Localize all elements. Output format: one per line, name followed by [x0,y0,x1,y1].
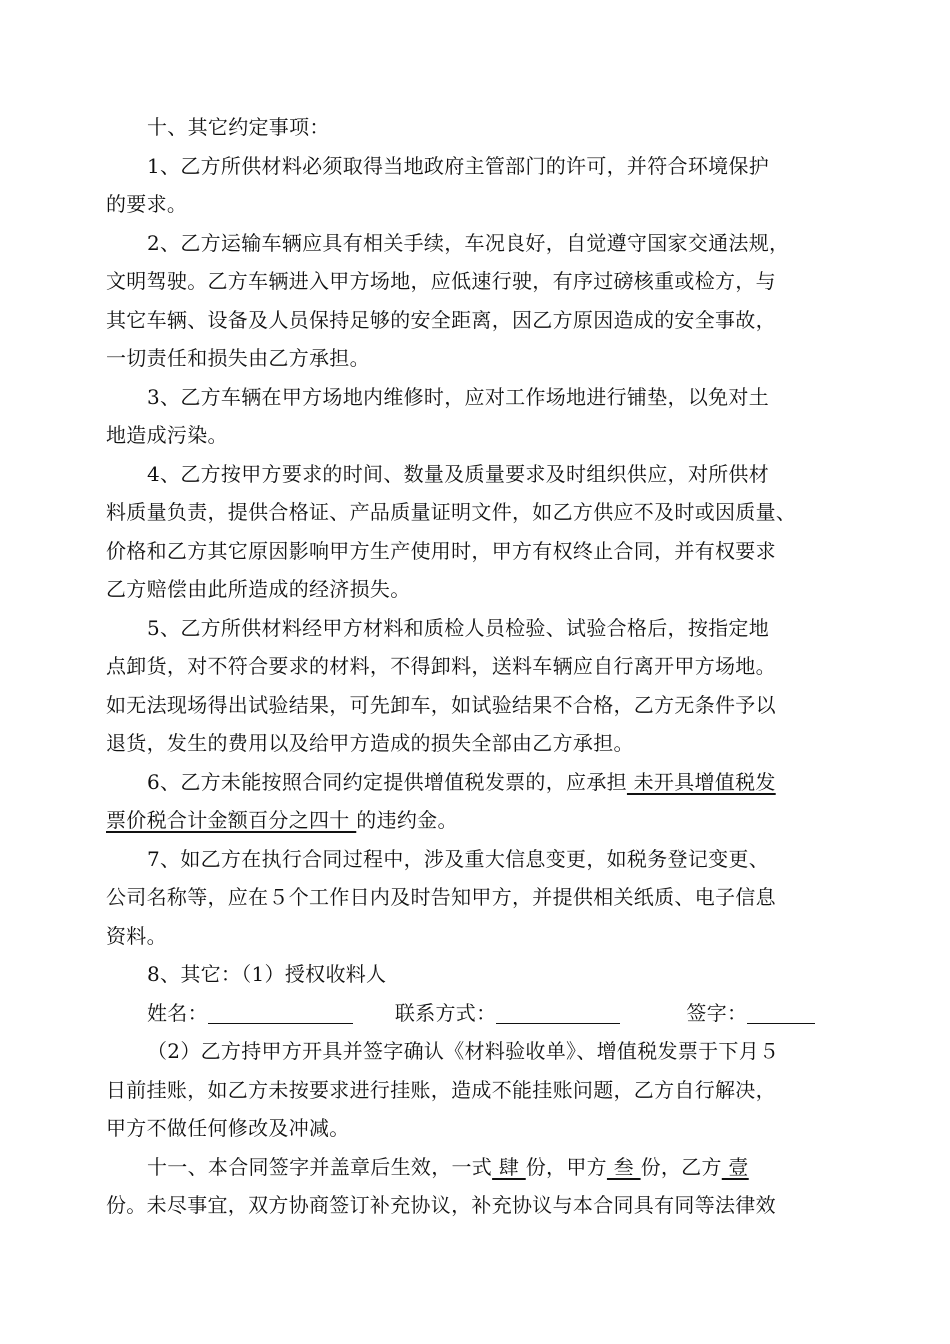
clause-10-item-8-sub-2: （2）乙方持甲方开具并签字确认《材料验收单》、增值税发票于下月５ 日前挂账，如乙方未按要求进行挂账，造成不能挂账问题，乙方自行解决， 甲方不做任何修改及冲减。 [106,1039,780,1140]
party-a-copies: 叁 [606,1154,641,1179]
contact-label: 联系方式： [394,1000,497,1025]
clause-10-item-4: 4、乙方按甲方要求的时间、数量及质量要求及时组织供应，对所供材 料质量负责，提供合格证、产品质量证明文件，如乙方供应不及时或因质量、 价格和乙方其它原因影响甲方生产使用时，甲方有权终止合同，并有权要求 乙方赔偿由此所造成的经济损失。 [106,461,797,601]
party-b-copies: 壹 [721,1154,749,1179]
contract-body [106,108,850,1225]
contact-blank[interactable] [496,997,620,1024]
clause-10-item-2: 2、乙方运输车辆应具有相关手续，车况良好，自觉遵守国家交通法规， 文明驾驶。乙方车辆进入甲方场地，应低速行驶，有序过磅核重或检方，与 其它车辆、设备及人员保持足够的安全距离，因乙方原因造成的安全事故， 一切责任和损失由乙方承担。 [106,230,790,370]
clause-11: 十一、本合同签字并盖章后生效，一式 肆 份，甲方 叁 份，乙方 壹 份。未尽事宜，双方协商签订补充协议，补充协议与本合同具有同等法律效 [106,1154,776,1217]
clause-10-item-1: 1、乙方所供材料必须取得当地政府主管部门的许可，并符合环境保护 的要求。 [106,153,770,216]
clause-10-item-8: 8、其它：（1）授权收料人 [147,962,387,986]
name-blank[interactable] [208,997,353,1024]
authorized-receiver-row [106,994,850,1033]
name-label: 姓名： [147,1000,208,1025]
clause-10-item-6: 6、乙方未能按照合同约定提供增值税发票的，应承担 未开具增值税发 票价税合计金额百分之四十 的违约金。 [106,769,776,832]
clause-10-heading: 十、其它约定事项： [147,115,330,139]
total-copies: 肆 [492,1154,526,1179]
penalty-fill-in-cont: 票价税合计金额百分之四十 [106,808,357,832]
clause-10-item-5: 5、乙方所供材料经甲方材料和质检人员检验、试验合格后，按指定地 点卸货，对不符合要求的材料，不得卸料，送料车辆应自行离开甲方场地。 如无法现场得出试验结果，可先卸车，如试验结果不合格，乙方无条件予以 退货，发生的费用以及给甲方造成的损失全部由乙方承担。 [106,615,776,755]
clause-10-item-7: 7、如乙方在执行合同过程中，涉及重大信息变更，如税务登记变更、 公司名称等，应在５个工作日内及时告知甲方，并提供相关纸质、电子信息 资料。 [106,846,776,948]
clause-10-item-3: 3、乙方车辆在甲方场地内维修时，应对工作场地进行铺垫，以免对土 地造成污染。 [106,384,770,447]
signature-blank[interactable] [747,997,815,1024]
penalty-fill-in: 未开具增值税发 [626,769,776,794]
signature-label: 签字： [686,1000,748,1025]
